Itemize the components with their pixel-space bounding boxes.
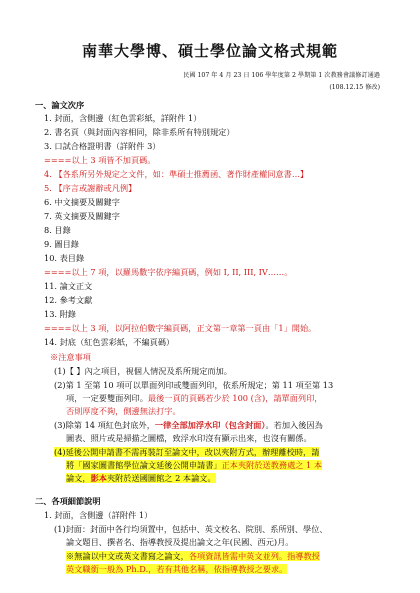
list-note: ====以上 3 項，以阿拉伯數字編頁碼，正文第一章第一頁由「1」開始。 (44, 323, 317, 333)
list-item: 3. 口試合格證明書（詳附件 3） (44, 141, 161, 151)
page-title: 南華大學博、碩士學位論文格式規範 (81, 42, 338, 60)
list-item: 13. 附錄 (44, 309, 76, 319)
list-item: 4. 【各系所另外規定之文件，如：準碩士推薦函、著作財產權同意書…】 (44, 169, 309, 179)
notes-heading: ※注意事項 (50, 352, 91, 362)
list-item: 2. 書名頁（與封面內容相同，除非系所有特別規定） (44, 127, 235, 137)
list-item: 9. 圖目錄 (44, 239, 79, 249)
section-1-heading: 一、論文次序 (35, 100, 85, 110)
list-item: 11. 論文正文 (44, 281, 93, 291)
list-item: 6. 中文摘要及關鍵字 (44, 197, 120, 207)
note-4-cont: 將「國家圖書館學位論文延後公開申請書」正本夾附於送教務處之 1 本 (66, 460, 323, 470)
list-note: ====以上 7 項，以羅馬數字依序編頁碼，例如 I, II, III, IV……。 (44, 267, 293, 277)
list-item: 7. 英文摘要及關鍵字 (44, 211, 120, 221)
detail-cover: (1)封面：封面中各行均須置中，包括中、英文校名、院別、系所別、學位、 (54, 524, 328, 534)
detail-note: ※無論以中文或英文書寫之論文，各項資訊皆需中英文並列。指導教授 (66, 551, 320, 561)
note-1: (1)【 】內之項目，視個人情況及系所規定而加。 (54, 366, 232, 376)
note-3: (3)除第 14 項紅色封底外，一律全部加浮水印（包含封面）。若加入後因為 (54, 420, 323, 430)
revision-note: 民國 107 年 4 月 23 日 106 學年度第 2 學期第 1 次教務會議修訂通過 (183, 72, 380, 79)
note-4: (4)延後公開申請書不需再裝訂至論文中，改以夾附方式，辦理離校時，請 (54, 447, 320, 457)
list-note: ====以上 3 項皆不加頁碼。 (44, 155, 156, 165)
note-3-cont: 圖表、照片或是掃描之圖檔，致浮水印沒有顯示出來，也沒有關係。 (66, 433, 312, 443)
list-item: 8. 目錄 (44, 225, 71, 235)
note-2-end: 否則厚度不夠，側邊無法打字。 (66, 406, 181, 416)
note-2-cont: 項，一定要雙面列印。最後一頁的頁碼若少於 100 (含)，請單面列印， (66, 393, 323, 403)
list-item: 5. 【序言或謝辭或凡例】 (44, 183, 137, 193)
list-item: 10. 表目錄 (44, 253, 85, 263)
list-item: 1. 封面，含側邊（紅色雲彩紙，詳附件 1） (44, 113, 202, 123)
detail-note-cont: 英文職銜一般為 Ph.D.，若有其他名稱，依指導教授之要求。 (66, 564, 288, 574)
revision-date: (108.12.15 修改) (329, 84, 380, 91)
note-2: (2)第 1 至第 10 項可以單面列印或雙面列印，依系所規定；第 11 項至第 13 (54, 380, 334, 390)
section-2-heading: 二、各項細節說明 (35, 496, 101, 506)
note-4-end: 論文，影本夾附於送國圖館之 2 本論文。 (66, 473, 216, 483)
list-item: 12. 參考文獻 (44, 295, 93, 305)
detail-cover-cont: 論文題目、撰者名、指導教授及提出論文之年(民國、西元)月。 (66, 537, 294, 547)
list-item: 1. 封面，含側邊（詳附件 1） (44, 510, 153, 520)
list-item: 14. 封底（紅色雲彩紙，不編頁碼） (44, 337, 175, 347)
